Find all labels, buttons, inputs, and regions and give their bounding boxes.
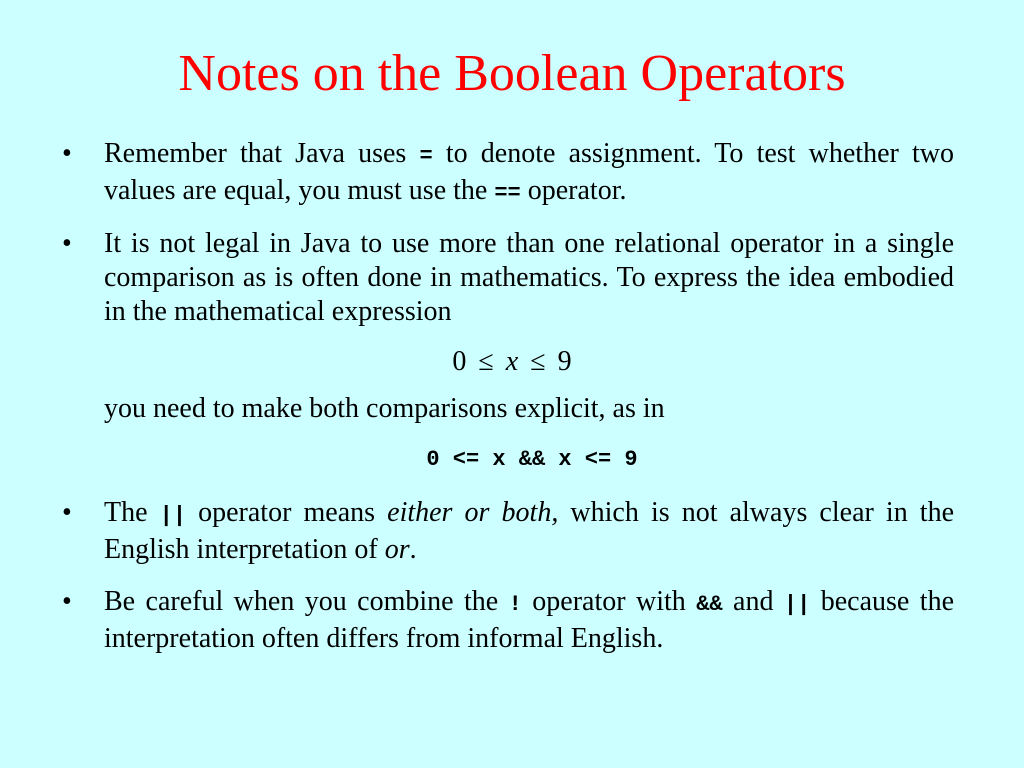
bullet-1-text bbox=[104, 137, 954, 211]
text-run: and bbox=[722, 586, 784, 617]
math-variable: x bbox=[505, 346, 519, 377]
bullet-marker: • bbox=[62, 497, 72, 528]
bullet-marker: • bbox=[62, 228, 72, 259]
text-run: operator means bbox=[186, 497, 388, 528]
math-leq: ≤ bbox=[530, 346, 546, 377]
math-expression bbox=[0, 345, 1024, 379]
code-or-operator: || bbox=[783, 592, 811, 617]
math-nine: 9 bbox=[557, 346, 572, 377]
text-run: operator with bbox=[521, 586, 697, 617]
math-leq: ≤ bbox=[478, 346, 494, 377]
text-run: which is not always clear in the English interpretation of bbox=[104, 497, 954, 565]
code-equality-operator: == bbox=[494, 181, 521, 206]
emphasis-text: or bbox=[384, 534, 410, 565]
text-run: to denote assignment. To test whether two values are equal, you must use the bbox=[104, 138, 954, 206]
text-run: Remember that Java uses bbox=[104, 138, 420, 169]
text-run: Be careful when you combine the bbox=[104, 586, 509, 617]
code-example: 0 <= x && x <= 9 bbox=[426, 447, 638, 472]
math-zero: 0 bbox=[452, 346, 467, 377]
bullet-2-continuation: you need to make both comparisons explicit, as in bbox=[104, 393, 665, 424]
code-and-operator: && bbox=[696, 592, 723, 617]
bullet-4-text bbox=[104, 585, 954, 656]
code-not-operator: ! bbox=[508, 592, 522, 617]
text-run: operator. bbox=[520, 175, 627, 206]
bullet-3-text bbox=[104, 496, 954, 567]
code-assign-operator: = bbox=[419, 144, 433, 169]
slide-title: Notes on the Boolean Operators bbox=[178, 45, 846, 102]
bullet-marker: • bbox=[62, 138, 72, 169]
code-or-operator: || bbox=[159, 503, 187, 528]
text-run: The bbox=[104, 497, 160, 528]
text-run: . bbox=[409, 534, 417, 565]
emphasis-text: either or both, bbox=[387, 497, 559, 528]
bullet-2-text: It is not legal in Java to use more than one relational operator in a single comparison as is often done in mathematics. To express the idea embodied in the mathematical expression bbox=[104, 228, 954, 327]
bullet-marker: • bbox=[62, 586, 72, 617]
text-run: because the interpretation often differs from informal English. bbox=[104, 586, 954, 654]
